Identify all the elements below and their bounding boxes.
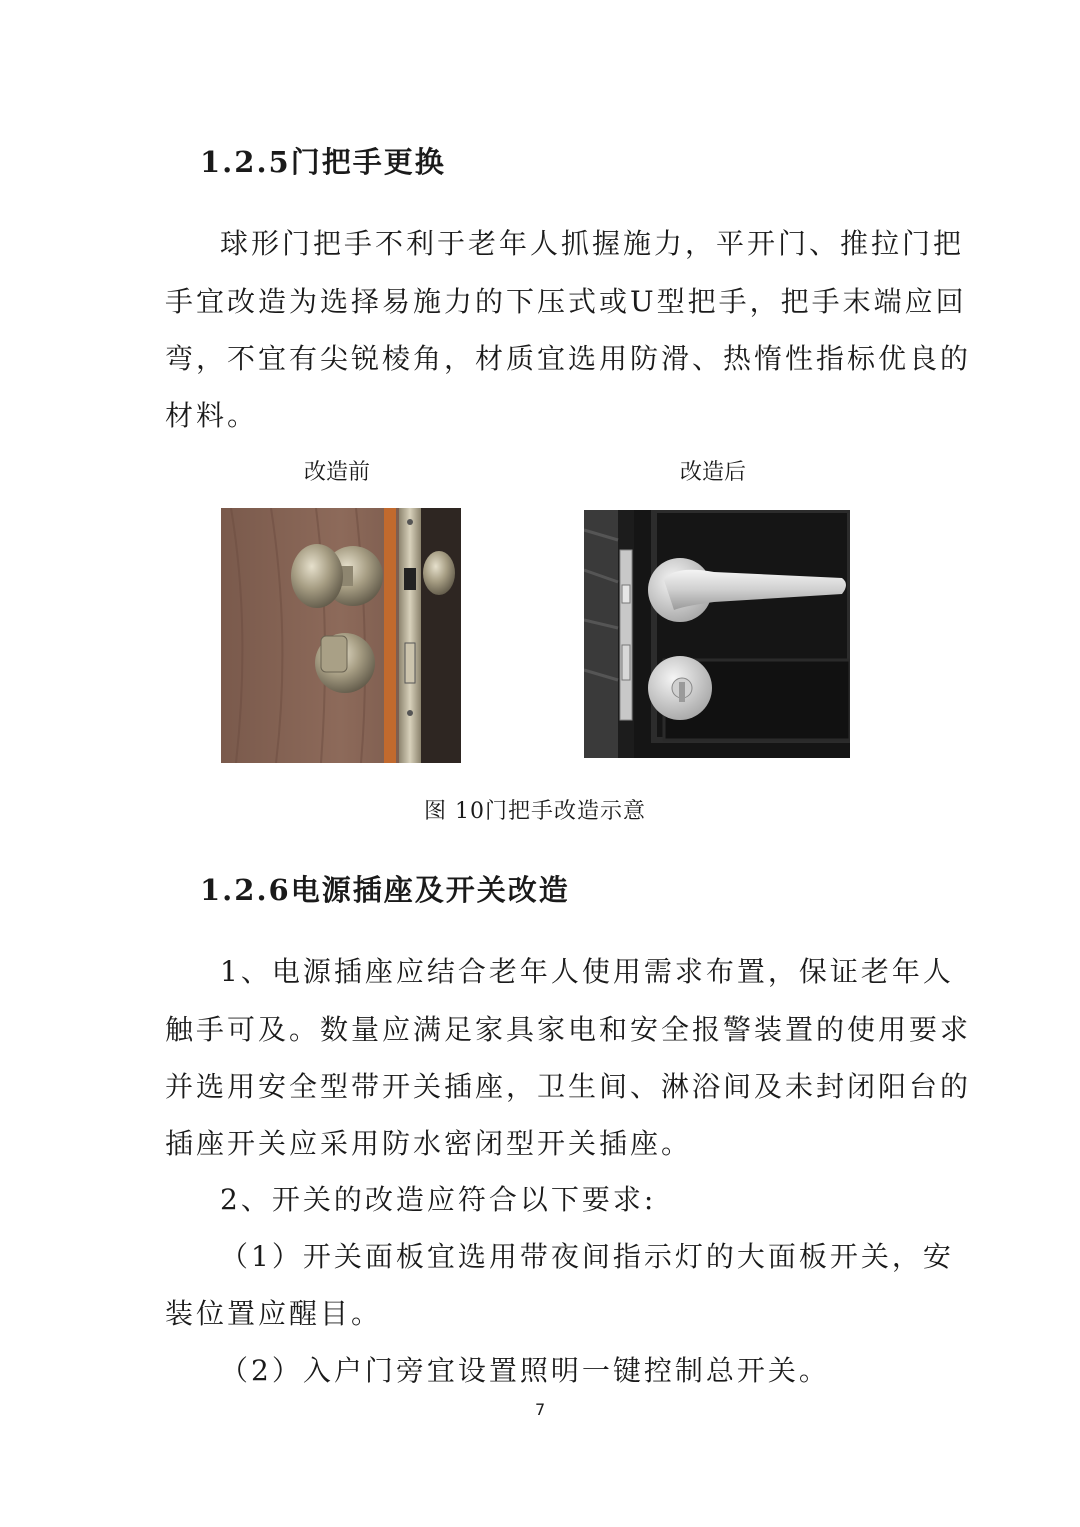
section-heading-1-2-6: 1.2.6电源插座及开关改造 xyxy=(200,873,570,907)
paragraph-line: 手宜改造为选择易施力的下压式或U型把手，把手末端应回 xyxy=(165,285,967,318)
paragraph-line: 装位置应醒目。 xyxy=(165,1297,383,1330)
knob-lock-photo xyxy=(221,508,461,763)
page-number: 7 xyxy=(535,1400,546,1419)
section-heading-1-2-5: 1.2.5门把手更换 xyxy=(200,145,446,179)
after-label: 改造后 xyxy=(680,460,747,485)
figure-caption: 图 10门把手改造示意 xyxy=(424,799,646,824)
paragraph-line: （2）入户门旁宜设置照明一键控制总开关。 xyxy=(220,1354,830,1387)
paragraph-line: 球形门把手不利于老年人抓握施力，平开门、推拉门把 xyxy=(220,227,965,260)
paragraph-line: （1）开关面板宜选用带夜间指示灯的大面板开关，安 xyxy=(220,1240,954,1273)
paragraph-line: 插座开关应采用防水密闭型开关插座。 xyxy=(165,1127,693,1160)
paragraph-line: 1、电源插座应结合老年人使用需求布置，保证老年人 xyxy=(220,955,954,988)
lever-handle-photo xyxy=(584,510,850,758)
paragraph-line: 并选用安全型带开关插座，卫生间、淋浴间及未封闭阳台的 xyxy=(165,1070,972,1103)
paragraph-line: 2、开关的改造应符合以下要求: xyxy=(220,1183,657,1216)
paragraph-line: 弯，不宜有尖锐棱角，材质宜选用防滑、热惰性指标优良的 xyxy=(165,342,972,375)
before-label: 改造前 xyxy=(304,460,371,485)
paragraph-line: 材料。 xyxy=(165,399,259,432)
paragraph-line: 触手可及。数量应满足家具家电和安全报警装置的使用要求 xyxy=(165,1013,972,1046)
